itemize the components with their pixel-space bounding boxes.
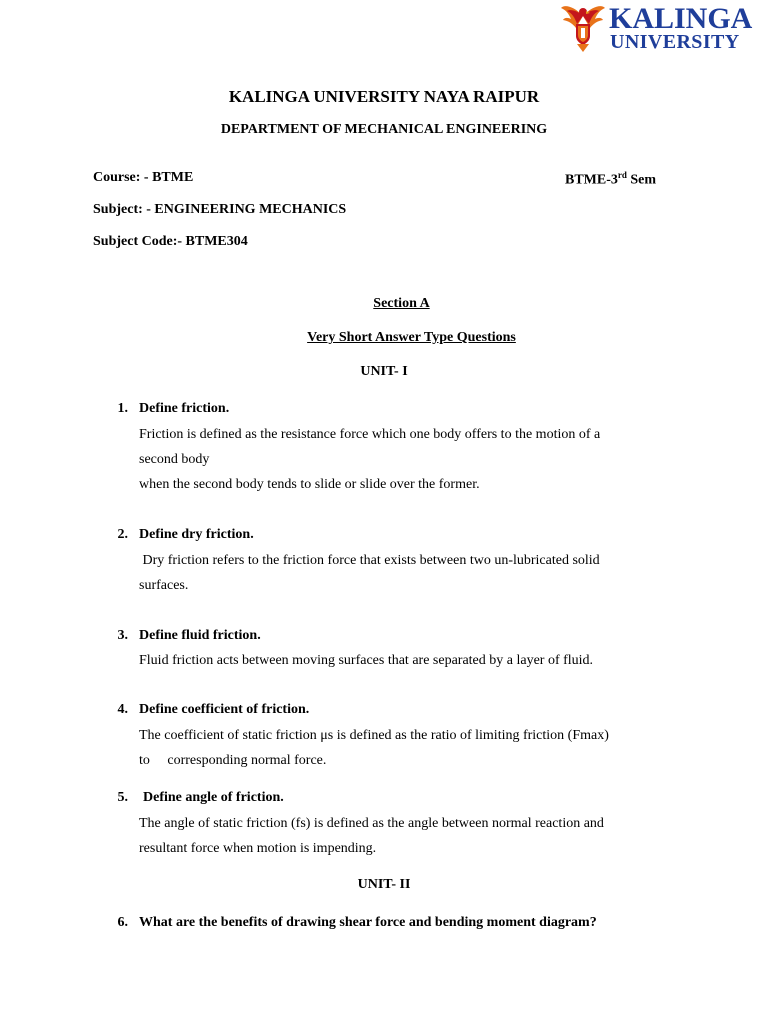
question-number: 2.: [117, 527, 128, 542]
question-number: 6.: [117, 915, 128, 930]
page-title: KALINGA UNIVERSITY NAYA RAIPUR: [228, 87, 540, 106]
question-title: Define fluid friction.: [139, 628, 261, 643]
section-type-heading: Very Short Answer Type Questions: [307, 330, 516, 345]
university-logo: [560, 2, 765, 54]
logo-text-kalinga: KALINGA: [609, 2, 753, 35]
question-title: Define dry friction.: [139, 527, 254, 542]
question-number: 5.: [117, 790, 128, 805]
subject-label: Subject: - ENGINEERING MECHANICS: [93, 202, 347, 217]
semester-label: BTME-3rd Sem: [565, 170, 657, 188]
question-title: Define friction.: [139, 401, 230, 416]
logo-text-university: UNIVERSITY: [610, 31, 740, 53]
department-name: DEPARTMENT OF MECHANICAL ENGINEERING: [220, 122, 548, 137]
question-title: Define coefficient of friction.: [139, 702, 310, 717]
unit-2-heading: UNIT- II: [357, 877, 411, 892]
question-title: Define angle of friction.: [143, 790, 284, 805]
question-title: What are the benefits of drawing shear force and bending moment diagram?: [139, 915, 597, 930]
answer-text: The angle of static friction (fs) is defined as the angle between normal reaction and resultant force when motion is impending.: [139, 816, 604, 856]
answer-text: Friction is defined as the resistance force which one body offers to the motion of a second body when the second body tends to slide or slide over the former.: [139, 427, 601, 492]
unit-1-heading: UNIT- I: [360, 364, 408, 379]
question-number: 4.: [117, 702, 128, 717]
subject-code-label: Subject Code:- BTME304: [93, 234, 248, 249]
emblem-icon: [560, 2, 606, 54]
question-number: 1.: [117, 401, 128, 416]
answer-text: Fluid friction acts between moving surfaces that are separated by a layer of fluid.: [139, 653, 594, 668]
answer-text: Dry friction refers to the friction force that exists between two un-lubricated solid surfaces.: [139, 553, 600, 593]
course-label: Course: - BTME: [93, 170, 194, 185]
answer-text: The coefficient of static friction μs is defined as the ratio of limiting friction (Fmax) to corresponding normal force.: [139, 728, 609, 768]
section-heading: Section A: [373, 296, 430, 311]
question-number: 3.: [117, 628, 128, 643]
